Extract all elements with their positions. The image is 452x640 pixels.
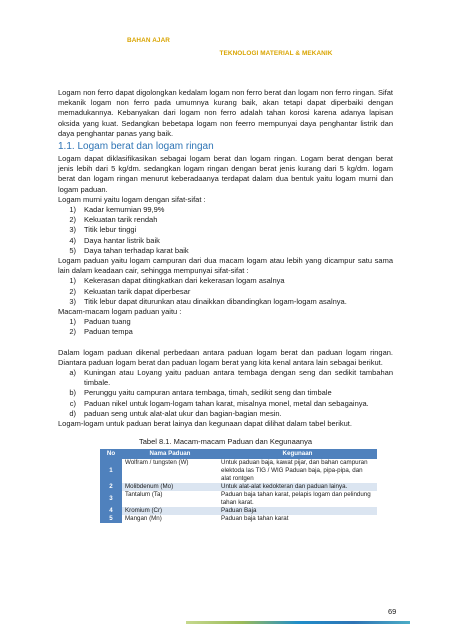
table-row: 3 Tantalum (Ta) Paduan baja tahan karat, pelapis logam dan pelindung tahan karat. [100, 491, 377, 507]
paragraph-alloy: Logam paduan yaitu logam campuran dari dua macam logam atau lebih yang dicampur satu sama lain dalam keadaan cair, sehingga mempunyai sifat-sifat : [58, 256, 393, 276]
section-heading: 1.1. Logam berat dan logam ringan [58, 141, 214, 153]
page-number: 69 [388, 607, 397, 616]
list-item: 1) Kadar kemurnian 99,9% [69, 205, 165, 215]
table-header-row [100, 449, 377, 459]
list-item: c) Paduan nikel untuk logam-logam tahan karat, misalnya monel, metal dan sebagainya. [69, 398, 369, 408]
list-alloy-types [58, 317, 393, 337]
list-heavy-alloys [58, 368, 393, 419]
list-alloy-properties [58, 276, 393, 307]
list-item: 5) Daya tahan terhadap karat baik [69, 245, 189, 255]
list-item: 4) Daya hantar listrik baik [69, 235, 160, 245]
paragraph-table-intro: Logam-logam untuk paduan berat lainya dan kegunaan dapat dilihat dalam tabel berikut. [58, 419, 352, 429]
table-row: 1 Wolfram / tungsten (W) Untuk paduan baja, kawat pijar, dan bahan campuran elektoda las TIG / WIG Paduan baja, pipa-pipa, dan alat rontgen [100, 459, 377, 483]
list-item: 2) Kekuatan tarik dapat diperbesar [69, 286, 191, 296]
list-pure-metal-properties [58, 205, 393, 256]
document-body [58, 88, 393, 523]
header-title: BAHAN AJAR [126, 37, 170, 44]
alloy-table [100, 449, 377, 523]
table-caption: Tabel 8.1. Macam-macam Paduan dan Kegunaanya [138, 437, 313, 447]
list-item: 1) Paduan tuang [69, 317, 131, 327]
table-row: 2 Molibdenum (Mo) Untuk alat-alat kedokteran dan paduan lainya. [100, 483, 377, 491]
list-item: a) Kuningan atau Loyang yaitu paduan antara tembaga dengan seng dan sedikit tambahan timbale. [69, 368, 393, 388]
header-usage: Kegunaan [218, 449, 377, 459]
list-item: 2) Paduan tempa [69, 327, 133, 337]
list-item: 2) Kekuatan tarik rendah [69, 215, 158, 225]
header-no: No [100, 449, 122, 459]
footer-color-bar [186, 621, 410, 624]
table-row: 4 Kromium (Cr) Paduan Baja [100, 507, 377, 515]
paragraph-alloy-types: Macam-macam logam paduan yaitu : [58, 307, 182, 317]
list-item: 1) Kekerasan dapat ditingkatkan dari kekerasan logam asalnya [69, 276, 285, 286]
list-item: 3) Titik lebur tinggi [69, 225, 137, 235]
header-name: Nama Paduan [122, 449, 218, 459]
list-item: d) paduan seng untuk alat-alat ukur dan bagian-bagian mesin. [69, 408, 282, 418]
paragraph-classification: Logam dapat diklasifikasikan sebagai logam berat dan logam ringan. Logam berat dengan berat jenis lebih dari 5 kg/dm. sedangkan logam ringan dengan berat jenis kurang dari 5 kg/dm. logam berat dan logam ringan menurut keberadaanya terdapat dalam dua bentuk yaitu logam murni dan logam paduan. [58, 154, 393, 194]
paragraph-pure-metal: Logam murni yaitu logam dengan sifat-sifat : [58, 194, 206, 204]
paragraph-heavy-light-alloy: Dalam logam paduan dikenal perbedaan antara paduan logam berat dan paduan logam ringan. Diantara paduan logam berat dan paduan logam berat yang kita kenal antara lain sebagai berikut. [58, 347, 393, 367]
list-item: b) Perunggu yaitu campuran antara tembaga, timah, sedikit seng dan timbale [69, 388, 332, 398]
intro-paragraph: Logam non ferro dapat digolongkan kedalam logam non ferro berat dan logam non ferro ringan. Sifat mekanik logam non ferro pada umumnya kurang baik, akan tetapi dapat diperbaiki dengan memadukannya. Kebanyakan dari logam non ferro adalah tahan korosi karena adanya lapisan oksida yang kuat. Sedangkan bebetapa logam non feerro mempunyai daya penghantar listrik dan daya penghantar panas yang baik. [58, 88, 393, 138]
table-row: 5 Mangan (Mn) Paduan baja tahan karat [100, 515, 377, 523]
list-item: 3) Titik lebur dapat diturunkan atau dinaikkan dibandingkan logam-logam asalnya. [69, 296, 347, 306]
header-subtitle: TEKNOLOGI MATERIAL & MEKANIK [219, 50, 333, 57]
